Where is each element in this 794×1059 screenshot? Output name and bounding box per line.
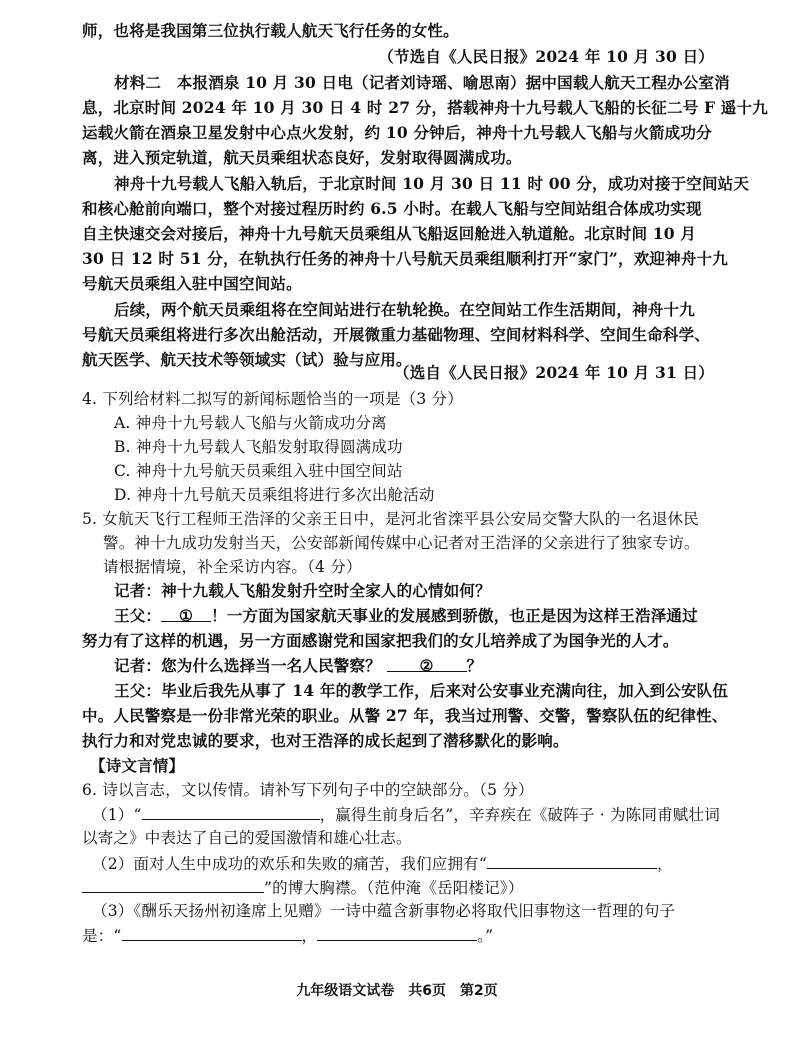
q4-option-b: B. 神舟十九号载人飞船发射取得圆满成功 bbox=[114, 438, 403, 456]
material2-p1-l1: 材料二 本报酒泉 10 月 30 日电（记者刘诗瑶、喻思南）据中国载人航天工程办公室消 bbox=[114, 73, 730, 92]
q5-father-2-l1: 王父：毕业后我先从事了 14 年的教学工作，后来对公安事业充满向往，加入到公安队伍 bbox=[114, 681, 729, 700]
q5-reporter-2-text: 记者：您为什么选择当一名人民警察？ bbox=[114, 656, 381, 675]
intro-tail: 师，也将是我国第三位执行载人航天飞行任务的女性。 bbox=[82, 21, 459, 40]
q6-answer-blank-5[interactable] bbox=[317, 924, 477, 941]
q5-reporter-2 bbox=[114, 655, 482, 677]
q6-answer-blank-4[interactable] bbox=[122, 924, 302, 941]
material2-p1-l3: 运载火箭在酒泉卫星发射中心点火发射，约 10 分钟后，神舟十九号载人飞船与火箭成功分 bbox=[82, 123, 712, 142]
q5-stem-l1: 5. 女航天飞行工程师王浩泽的父亲王日中，是河北省滦平县公安局交警大队的一名退休民 bbox=[82, 510, 699, 528]
q6-item-3-comma: ， bbox=[301, 927, 318, 945]
source-2: （选自《人民日报》2024 年 10 月 31 日） bbox=[394, 363, 714, 382]
q5-answer-blank-1[interactable] bbox=[161, 605, 211, 625]
material2-p3-l1: 后续，两个航天员乘组将在空间站进行在轨轮换。在空间站工作生活期间，神舟十九 bbox=[114, 300, 695, 319]
q6-item-3-cont bbox=[82, 924, 493, 947]
source-1: （节选自《人民日报》2024 年 10 月 30 日） bbox=[378, 47, 714, 66]
material2-p2-l1: 神舟十九号载人飞船入轨后，于北京时间 10 月 30 日 11 时 00 分，成功对接于空间站天 bbox=[114, 174, 750, 193]
q6-item-3-end: 。” bbox=[477, 927, 494, 945]
material2-p2-l2: 和核心舱前向端口，整个对接过程历时约 6.5 小时。在载人飞船与空间站组合体成功实现 bbox=[82, 199, 702, 218]
page-footer: 九年级语文试卷 共6页 第2页 bbox=[296, 983, 498, 999]
q4-option-d: D. 神舟十九号航天员乘组将进行多次出舱活动 bbox=[114, 486, 435, 504]
q6-item-2-text: ”的博大胸襟。（范仲淹《岳阳楼记》） bbox=[264, 879, 524, 897]
q4-option-c: C. 神舟十九号航天员乘组入驻中国空间站 bbox=[114, 462, 403, 480]
q6-item-2 bbox=[92, 852, 673, 875]
material2-p2-l4: 30 日 12 时 51 分，在轨执行任务的神舟十八号航天员乘组顺利打开“家门”，欢迎神舟十九 bbox=[82, 249, 728, 268]
material2-p2-l3: 自主快速交会对接后，神舟十九号航天员乘组从飞船返回舱进入轨道舱。北京时间 10 月 bbox=[82, 224, 697, 243]
material2-p1-l4: 离，进入预定轨道，航天员乘组状态良好，发射取得圆满成功。 bbox=[82, 148, 522, 167]
q6-answer-blank-1[interactable] bbox=[142, 803, 320, 820]
q4-stem: 4. 下列给材料二拟写的新闻标题恰当的一项是（3 分） bbox=[82, 390, 463, 408]
q6-item-3-prefix: 是：“ bbox=[82, 927, 122, 945]
q5-answer-blank-2[interactable] bbox=[387, 655, 467, 675]
q6-item-1 bbox=[92, 803, 720, 826]
q5-father-1-text: ！一方面为国家航天事业的发展感到骄傲，也正是因为这样王浩泽通过 bbox=[211, 606, 698, 625]
q6-item-2-prefix: （2）面对人生中成功的欢乐和失败的痛苦，我们应拥有“ bbox=[92, 855, 487, 873]
q5-father-1 bbox=[114, 605, 698, 627]
q6-item-2-cont bbox=[82, 876, 524, 899]
q5-father-2-l2: 中。人民警察是一份非常光荣的职业。从警 27 年，我当过刑警、交警，警察队伍的纪律性、 bbox=[82, 706, 728, 725]
material2-p3-l2: 号航天员乘组将进行多次出舱活动，开展微重力基础物理、空间材料科学、空间生命科学、 bbox=[82, 325, 711, 344]
q6-item-1-text: ，赢得生前身后名”，辛弃疾在《破阵子 · 为陈同甫赋壮词 bbox=[319, 806, 720, 824]
q6-item-1-prefix: （1）“ bbox=[92, 806, 142, 824]
q6-item-2-comma: ， bbox=[657, 855, 673, 873]
q6-item-3: （3）《酬乐天扬州初逢席上见赠》一诗中蕴含新事物必将取代旧事物这一哲理的句子 bbox=[92, 902, 676, 920]
q5-father-1-prefix: 王父： bbox=[114, 606, 162, 625]
blank-1-marker: ① bbox=[179, 606, 194, 625]
material2-p1-l2: 息，北京时间 2024 年 10 月 30 日 4 时 27 分，搭载神舟十九号载人飞船的长征二号 F 遥十九 bbox=[82, 98, 768, 117]
q5-stem-l2: 警。神十九成功发射当天，公安部新闻传媒中心记者对王浩泽的父亲进行了独家专访。 bbox=[103, 534, 700, 552]
q5-father-1-cont: 努力有了这样的机遇，另一方面感谢党和国家把我们的女儿培养成了为国争光的人才。 bbox=[82, 631, 679, 650]
q5-stem-l3: 请根据情境，补全采访内容。（4 分） bbox=[103, 558, 362, 576]
material2-p2-l5: 号航天员乘组入驻中国空间站。 bbox=[82, 274, 302, 293]
q6-stem: 6. 诗以言志，文以传情。请补写下列句子中的空缺部分。（5 分） bbox=[82, 781, 534, 799]
q6-answer-blank-3[interactable] bbox=[82, 876, 264, 893]
q5-father-2-l3: 执行力和对党忠诚的要求，也对王浩泽的成长起到了潜移默化的影响。 bbox=[82, 731, 569, 750]
blank-2-marker: ② bbox=[419, 656, 434, 675]
q5-reporter-2-end: ？ bbox=[466, 656, 483, 675]
section-title: 【诗文言情】 bbox=[90, 756, 185, 775]
q6-answer-blank-2[interactable] bbox=[487, 852, 657, 869]
q6-item-1-cont: 以寄之》中表达了自己的爱国激情和雄心壮志。 bbox=[82, 829, 412, 847]
q4-option-a: A. 神舟十九号载人飞船与火箭成功分离 bbox=[114, 414, 387, 432]
material2-p3-l3: 航天医学、航天技术等领域实（试）验与应用。 bbox=[82, 350, 412, 369]
q5-reporter-1: 记者：神十九载人飞船发射升空时全家人的心情如何？ bbox=[114, 581, 491, 600]
